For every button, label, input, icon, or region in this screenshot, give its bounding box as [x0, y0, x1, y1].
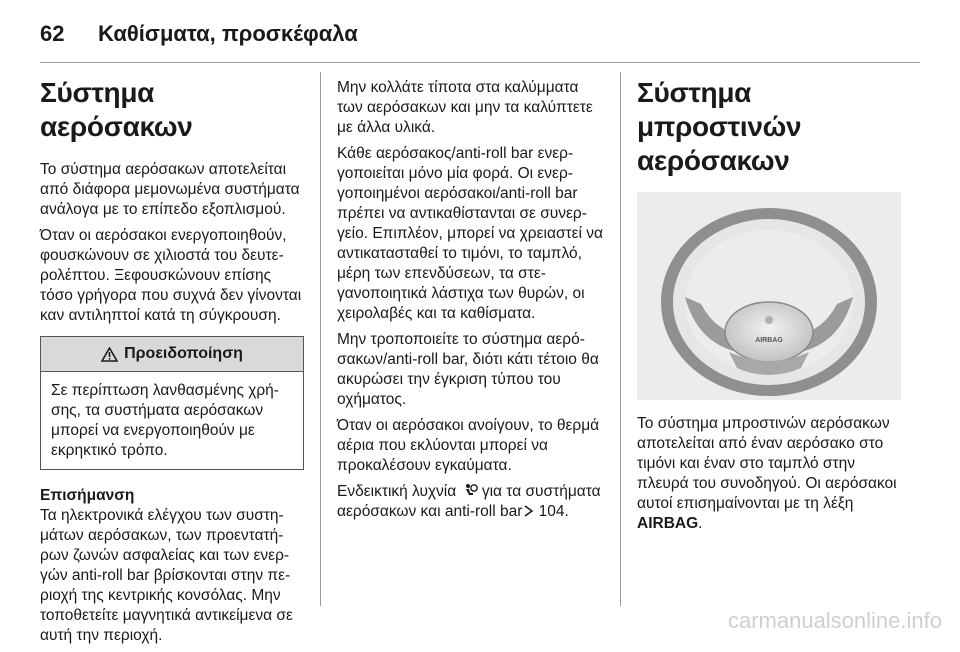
header-rule — [40, 62, 920, 63]
warning-header — [41, 337, 303, 372]
paragraph — [637, 414, 905, 534]
page-header — [40, 14, 358, 54]
warning-body — [41, 372, 303, 469]
column-divider — [620, 72, 621, 606]
paragraph: Κάθε αερόσακος/anti-roll bar ενεργοποιείται μόνο μία φορά. Οι ενεργοποιημένοι αερόσακοι/anti-roll bar πρέπει να αντικαθίστανται σε συνεργείο. Επιπλέον, μπορεί να χρειαστεί να αντικατασταθεί το τιμόνι, το ταμπλό, μέρη των επενδύσεων, τα στεγανοποιητικά λάστιχα των θυρών, οι χειρολαβές και τα καθίσματα. — [337, 145, 603, 322]
sentence-end: . — [698, 515, 703, 532]
airbag-indicator-icon — [464, 483, 478, 498]
page-number: 62 — [40, 21, 65, 46]
paragraph — [337, 482, 605, 522]
airbag-word: AIRBAG — [637, 515, 699, 532]
airbag-label: AIRBAG — [755, 337, 783, 344]
section-title-front-airbags: Σύστημα μπροστινών αερόσακων — [637, 77, 802, 176]
page-reference-arrow-icon — [524, 505, 534, 517]
warning-text: Σε περίπτωση λανθασμένης χρήσης, τα συστήματα αερόσακων μπορεί να ενεργοποιηθούν με εκρηκτικό τρόπο. — [51, 382, 279, 459]
indicator-text: Ενδεικτική λυχνία — [337, 483, 457, 500]
warning-box — [40, 336, 304, 470]
column-1 — [40, 72, 304, 652]
paragraph: Το σύστημα αερόσακων αποτελείται από διάφορα μεμονωμένα συστήματα ανάλογα με το επίπεδο εξοπλισμού. — [40, 161, 300, 218]
chapter-title: Καθίσματα, προσκέφαλα — [98, 21, 358, 46]
paragraph: Όταν οι αερόσακοι ανοίγουν, το θερμά αέρια που εκλύονται μπορεί να προκαλέσουν εγκαύματα. — [337, 417, 600, 474]
paragraph: Μην τροποποιείτε το σύστημα αερόσακων/anti-roll bar, διότι κάτι τέτοιο θα ακυρώσει την έγκριση τύπου του οχήματος. — [337, 331, 599, 408]
column-3 — [637, 72, 905, 540]
indicator-text: για τα συστήματα αερόσακων και anti-roll bar — [337, 483, 601, 520]
steering-wheel-illustration — [637, 192, 901, 400]
column-divider — [320, 72, 321, 606]
watermark: carmanualsonline.info — [727, 608, 942, 633]
paragraph: Μην κολλάτε τίποτα στα καλύμματα των αερόσακων και μην τα καλύπτετε με άλλα υλικά. — [337, 79, 593, 136]
steering-wheel-image — [637, 192, 901, 400]
note-text: Τα ηλεκτρονικά ελέγχου των συστημάτων αερόσακων, των προεντατήρων ζωνών ασφαλείας και των ενεργών anti-roll bar βρίσκονται στην περιοχή της κεντρικής κονσόλας. Μην τοποθετείτε μαγνητικά αντικείμενα σε αυτή την περιοχή. — [40, 507, 293, 644]
front-airbags-text: Το σύστημα μπροστινών αερόσακων αποτελείται από έναν αερόσακο στο τιμόνι και έναν στο ταμπλό στην πλευρά του συνοδηγού. Οι αερόσακοι αυτοί επισημαίνονται με τη λέξη — [637, 415, 897, 512]
warning-triangle-icon — [101, 347, 118, 362]
page-reference: 104. — [534, 503, 569, 520]
column-2 — [337, 78, 605, 528]
note-title: Επισήμανση — [40, 487, 135, 504]
warning-title: Προειδοποίηση — [124, 345, 243, 362]
section-title-airbag-system: Σύστημα αερόσακων — [40, 77, 193, 142]
paragraph: Όταν οι αερόσακοι ενεργοποιηθούν, φουσκώνουν σε χιλιοστά του δευτερολέπτου. Ξεφουσκώνουν επίσης τόσο γρήγορα που συχνά δεν γίνονται καν αντιληπτοί κατά τη σύγκρουση. — [40, 227, 302, 324]
